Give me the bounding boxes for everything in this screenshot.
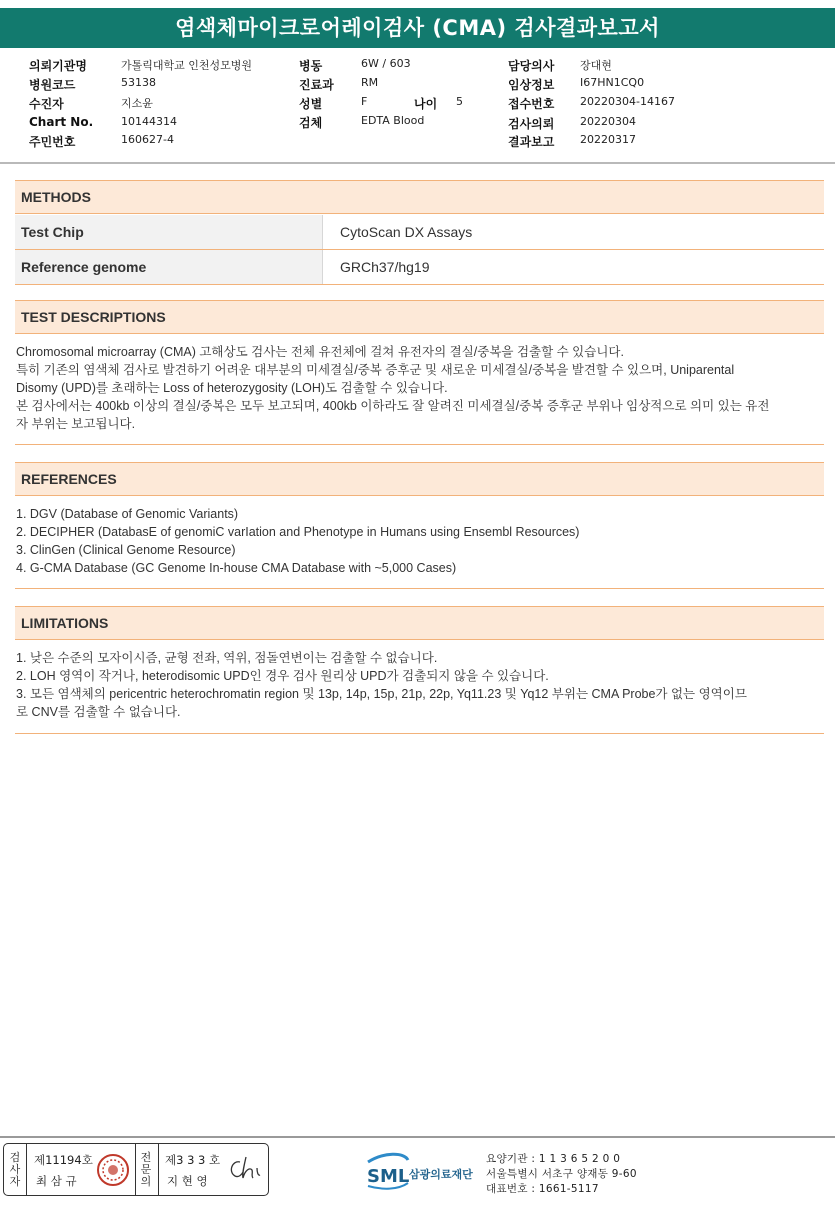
info-value: EDTA Blood	[361, 114, 425, 127]
text-line: Chromosomal microarray (CMA) 고해상도 검사는 전체 유전체에 걸쳐 유전자의 결실/중복을 검출할 수 있습니다.	[16, 345, 624, 359]
info-label: 임상정보	[508, 78, 555, 92]
info-label: 성별	[299, 97, 323, 111]
methods-value: GRCh37/hg19	[340, 259, 430, 275]
examiner-license: 제11194호	[34, 1153, 93, 1167]
info-value: RM	[361, 76, 379, 89]
methods-value: CytoScan DX Assays	[340, 224, 473, 240]
report-title: 염색체마이크로어레이검사 (CMA) 검사결과보고서	[0, 8, 835, 48]
info-label: Chart No.	[29, 115, 94, 129]
info-value: 장대현	[580, 59, 612, 72]
divider	[15, 588, 824, 589]
info-value: 20220304-14167	[580, 95, 675, 108]
address-line: 대표번호 : 1661-5117	[486, 1183, 599, 1195]
info-value: 5	[456, 95, 463, 108]
reference-item: 4. G-CMA Database (GC Genome In-house CMA Database with ~5,000 Cases)	[16, 561, 457, 575]
methods-key: Test Chip	[15, 215, 323, 249]
organization-name: 삼광의료재단	[409, 1168, 473, 1181]
info-label: 병동	[299, 59, 323, 73]
divider	[15, 733, 824, 734]
limitation-item: 2. LOH 영역이 작거나, heterodisomic UPD인 경우 검사 원리상 UPD가 검출되지 않을 수 있습니다.	[16, 669, 549, 683]
specialist-label: 전 문 의	[140, 1151, 152, 1188]
info-label: 검사의뢰	[508, 117, 555, 131]
divider	[15, 444, 824, 445]
reference-item: 1. DGV (Database of Genomic Variants)	[16, 507, 239, 521]
limitation-item: 1. 낮은 수준의 모자이시즘, 균형 전좌, 역위, 점돌연변이는 검출할 수 없습니다.	[16, 651, 438, 665]
info-label: 검체	[299, 116, 323, 130]
examiner-label: 검 사 자	[9, 1151, 21, 1188]
info-value: F	[361, 95, 368, 108]
info-value: 가톨릭대학교 인천성모병원	[121, 59, 253, 72]
references-body	[16, 505, 824, 577]
seal-icon	[96, 1153, 130, 1187]
descriptions-body	[16, 343, 824, 433]
svg-text:SML: SML	[367, 1166, 410, 1187]
descriptions-heading: TEST DESCRIPTIONS	[15, 300, 824, 334]
limitation-item: 3. 모든 염색체의 pericentric heterochromatin region 및 13p, 14p, 15p, 21p, 22p, Yq11.23 및 Yq12 부위는 CMA Probe가 없는 영역이므	[16, 687, 747, 701]
info-value: 6W / 603	[361, 57, 411, 70]
info-label: 나이	[414, 97, 438, 111]
methods-key: Reference genome	[15, 250, 323, 284]
info-value: I67HN1CQ0	[580, 76, 645, 89]
info-label: 병원코드	[29, 78, 76, 92]
info-label: 수진자	[29, 97, 64, 111]
limitation-item: 로 CNV를 검출할 수 없습니다.	[16, 705, 181, 719]
signature-icon	[226, 1154, 264, 1184]
text-line: Disomy (UPD)를 초래하는 Loss of heterozygosity (LOH)도 검출할 수 있습니다.	[16, 381, 448, 395]
info-label: 접수번호	[508, 97, 555, 111]
info-value: 20220304	[580, 115, 636, 128]
divider	[0, 162, 835, 164]
info-value: 160627-4	[121, 133, 174, 146]
info-value: 10144314	[121, 115, 177, 128]
text-line: 특히 기존의 염색체 검사로 발견하기 어려운 대부분의 미세결실/중복 증후군 및 새로운 미세결실/중복을 발견할 수 있으며, Uniparental	[16, 363, 735, 377]
patient-info	[0, 52, 835, 162]
signature-box	[3, 1143, 269, 1196]
info-label: 진료과	[299, 78, 334, 92]
info-value: 53138	[121, 76, 156, 89]
specialist-license: 제3 3 3 호	[165, 1153, 221, 1167]
text-line: 자 부위는 보고됩니다.	[16, 417, 136, 431]
info-label: 주민번호	[29, 135, 76, 149]
info-label: 의뢰기관명	[29, 59, 87, 73]
methods-row	[15, 215, 824, 250]
reference-item: 2. DECIPHER (DatabasE of genomiC varIation and Phenotype in Humans using Ensembl Resources)	[16, 525, 580, 539]
info-label: 결과보고	[508, 135, 555, 149]
specialist-name: 지 현 영	[167, 1174, 208, 1188]
methods-heading: METHODS	[15, 180, 824, 214]
address-line: 요양기관 : 1 1 3 6 5 2 0 0	[486, 1153, 621, 1165]
methods-row	[15, 250, 824, 285]
examiner-name: 최 삼 규	[36, 1174, 77, 1188]
reference-item: 3. ClinGen (Clinical Genome Resource)	[16, 543, 236, 557]
info-value: 20220317	[580, 133, 636, 146]
footer-divider	[0, 1136, 835, 1138]
limitations-body	[16, 649, 824, 721]
address-line: 서울특별시 서초구 양재동 9-60	[486, 1168, 637, 1180]
references-heading: REFERENCES	[15, 462, 824, 496]
info-value: 지소윤	[121, 97, 153, 110]
info-label: 담당의사	[508, 59, 555, 73]
text-line: 본 검사에서는 400kb 이상의 결실/중복은 모두 보고되며, 400kb 이하라도 잘 알려진 미세결실/중복 증후군 부위나 임상적으로 의미 있는 유전	[16, 399, 770, 413]
limitations-heading: LIMITATIONS	[15, 606, 824, 640]
